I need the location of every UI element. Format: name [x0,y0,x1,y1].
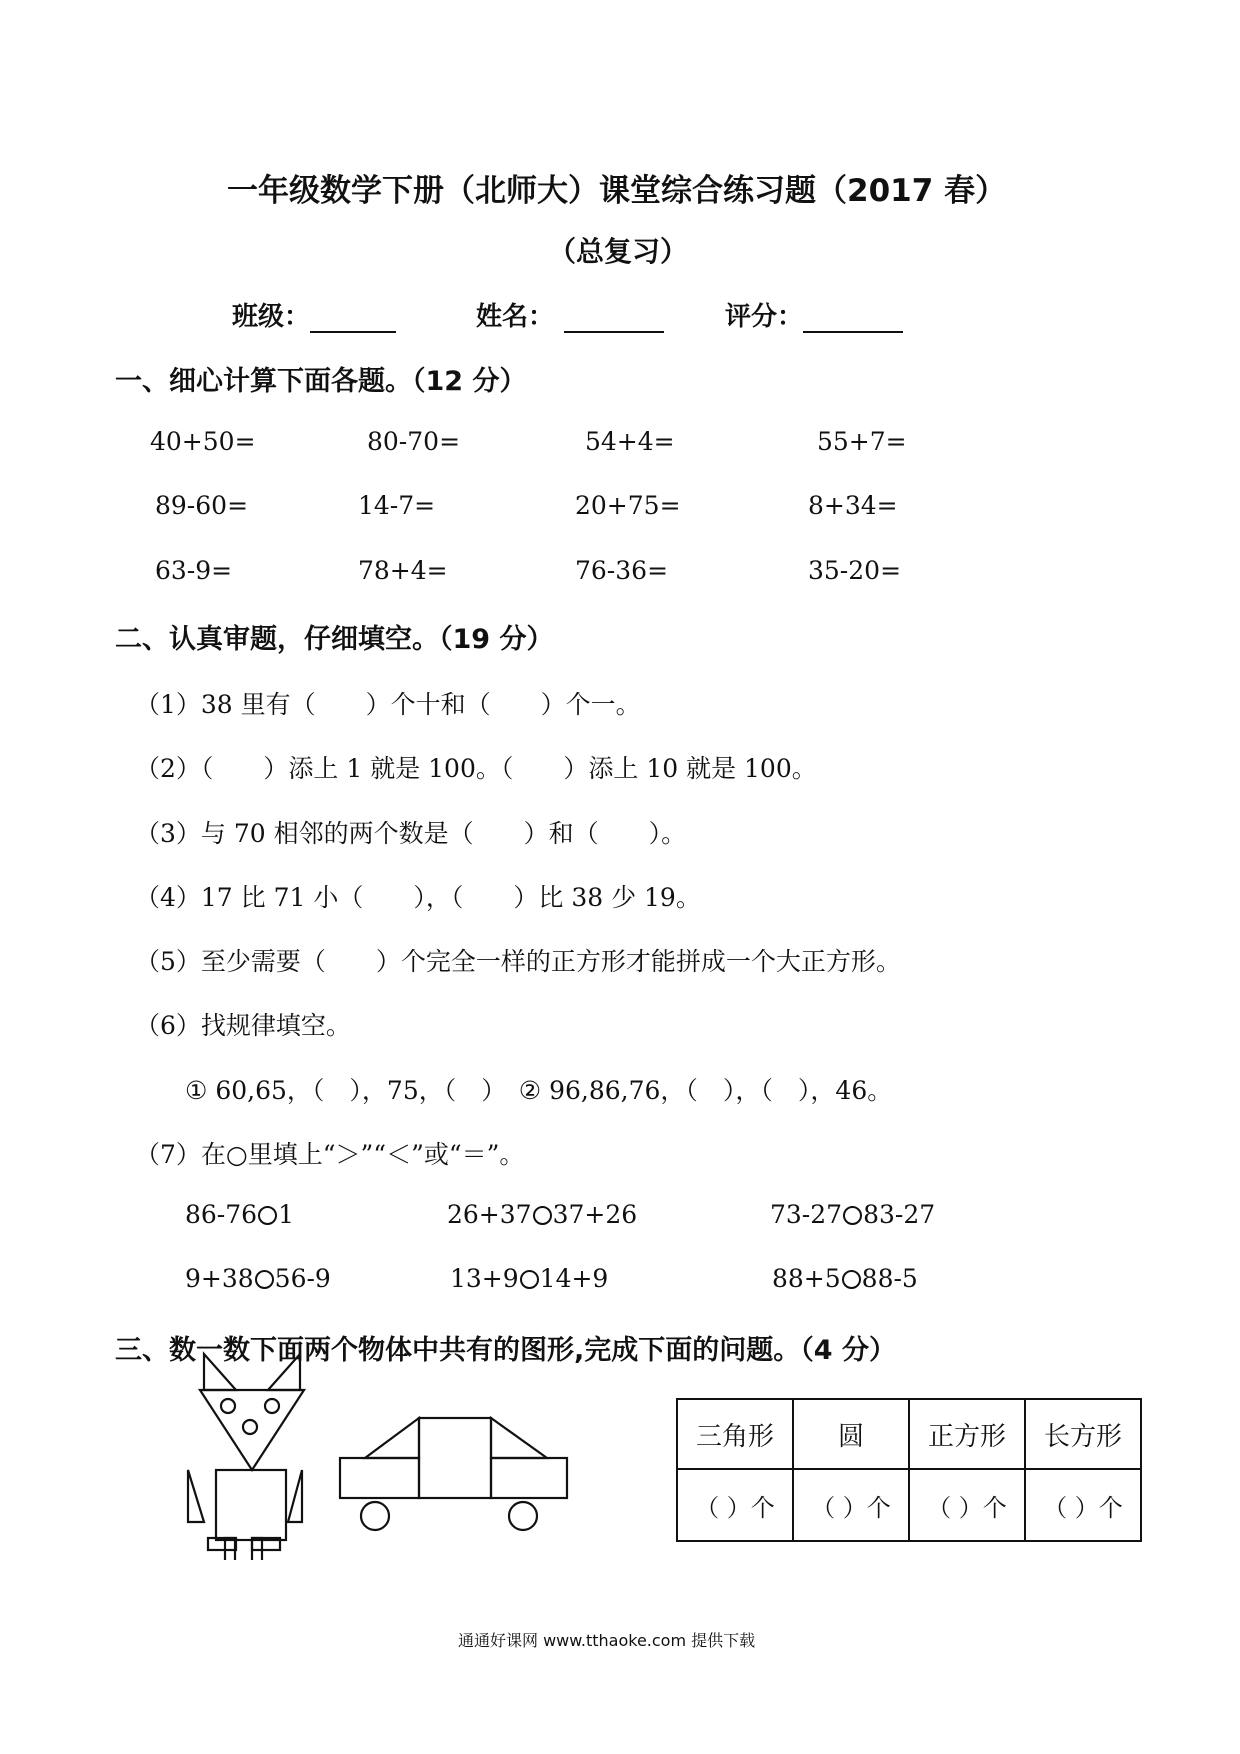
header-triangle: 三角形 [677,1399,793,1469]
circle-blank[interactable] [255,1270,274,1289]
robot-figure [180,1350,315,1560]
robot-feet [180,1536,315,1556]
car-roof-square [419,1418,491,1498]
compare-item [447,1200,637,1229]
answer-square[interactable]: （ ）个 [909,1469,1025,1541]
compare-right: 37+26 [552,1200,638,1229]
car-body-left [340,1458,419,1498]
calc-problem: 54+4= [585,427,675,456]
page-title: 一年级数学下册（北师大）课堂综合练习题（2017 春） [227,173,1007,209]
fill-item-4: （4）17 比 71 小（ ），（ ）比 38 少 19。 [135,883,701,912]
calc-problem: 8+34= [808,491,898,520]
calc-problem: 78+4= [358,556,448,585]
table-header-row [677,1399,1141,1469]
compare-item [450,1264,608,1293]
fill-item-7: （7）在○里填上“＞”“＜”或“＝”。 [135,1140,525,1169]
fill-item-6: （6）找规律填空。 [135,1011,351,1040]
shapes-count-table [676,1398,1142,1542]
footer-text: 通通好课网 www.tthaoke.com 提供下载 [458,1631,756,1650]
robot-foot-left [208,1538,236,1550]
circle-blank[interactable] [843,1206,862,1225]
robot-eye-left [221,1399,235,1413]
compare-right: 88-5 [861,1264,918,1293]
car-wheel-left [361,1502,389,1530]
car-wheel-right [509,1502,537,1530]
header-rectangle: 长方形 [1025,1399,1141,1469]
class-blank[interactable] [310,305,396,333]
compare-left: 13+9 [450,1264,519,1293]
calc-problem: 35-20= [808,556,902,585]
header-square: 正方形 [909,1399,1025,1469]
header-circle: 圆 [793,1399,909,1469]
fill-item-1: （1）38 里有（ ）个十和（ ）个一。 [135,690,641,719]
name-blank[interactable] [564,305,664,333]
class-label: 班级： [232,302,311,332]
calc-problem: 80-70= [367,427,461,456]
calc-problem: 76-36= [575,556,669,585]
calc-problem: 55+7= [817,427,907,456]
fill-item-2: （2）（ ）添上 1 就是 100。（ ）添上 10 就是 100。 [135,754,817,783]
robot-ear-right [268,1354,300,1390]
fill-item-5: （5）至少需要（ ）个完全一样的正方形才能拼成一个大正方形。 [135,947,901,976]
robot-head-triangle [200,1390,304,1470]
score-info [725,296,903,333]
compare-left: 73-27 [770,1200,843,1229]
table-answer-row [677,1469,1141,1541]
robot-foot-right [252,1538,280,1550]
compare-left: 26+37 [447,1200,532,1229]
robot-arm-right [288,1470,302,1522]
calc-problem: 63-9= [155,556,233,585]
name-label: 姓名： [476,302,555,332]
compare-left: 9+38 [185,1264,254,1293]
circle-blank[interactable] [258,1206,277,1225]
section2-heading: 二、认真审题，仔细填空。（19 分） [115,624,554,655]
car-figure [335,1410,575,1536]
student-info-row [232,296,396,333]
compare-left: 86-76 [185,1200,258,1229]
compare-right: 56-9 [274,1264,331,1293]
section1-heading: 一、细心计算下面各题。（12 分） [115,366,527,397]
circle-blank[interactable] [533,1206,552,1225]
compare-item [770,1200,935,1229]
car-window-left [365,1418,419,1458]
compare-right: 83-27 [863,1200,936,1229]
compare-left: 88+5 [772,1264,841,1293]
compare-item [185,1200,294,1229]
calc-problem: 40+50= [150,427,256,456]
calc-problem: 20+75= [575,491,681,520]
calc-problem: 14-7= [358,491,436,520]
answer-rectangle[interactable]: （ ）个 [1025,1469,1141,1541]
compare-right: 14+9 [539,1264,609,1293]
answer-circle[interactable]: （ ）个 [793,1469,909,1541]
robot-ear-left [204,1354,236,1390]
calc-problem: 89-60= [155,491,249,520]
compare-item [185,1264,331,1293]
name-info [476,296,664,333]
score-blank[interactable] [803,305,903,333]
circle-blank[interactable] [520,1270,539,1289]
robot-eye-right [265,1399,279,1413]
car-window-right [491,1418,547,1458]
robot-body [216,1470,286,1540]
section3-heading: 三、数一数下面两个物体中共有的图形,完成下面的问题。（4 分） [115,1335,896,1366]
score-label: 评分： [725,302,804,332]
robot-arm-left [188,1470,204,1522]
compare-right: 1 [278,1200,294,1229]
robot-nose [243,1420,257,1434]
pattern-item: ① 60,65，（ ），75，（ ） ② 96,86,76，（ ），（ ），46。 [185,1076,893,1105]
car-body-right [491,1458,567,1498]
answer-triangle[interactable]: （ ）个 [677,1469,793,1541]
fill-item-3: （3）与 70 相邻的两个数是（ ）和（ ）。 [135,819,687,848]
circle-blank[interactable] [842,1270,861,1289]
compare-item [772,1264,918,1293]
page-subtitle: （总复习） [548,235,689,268]
